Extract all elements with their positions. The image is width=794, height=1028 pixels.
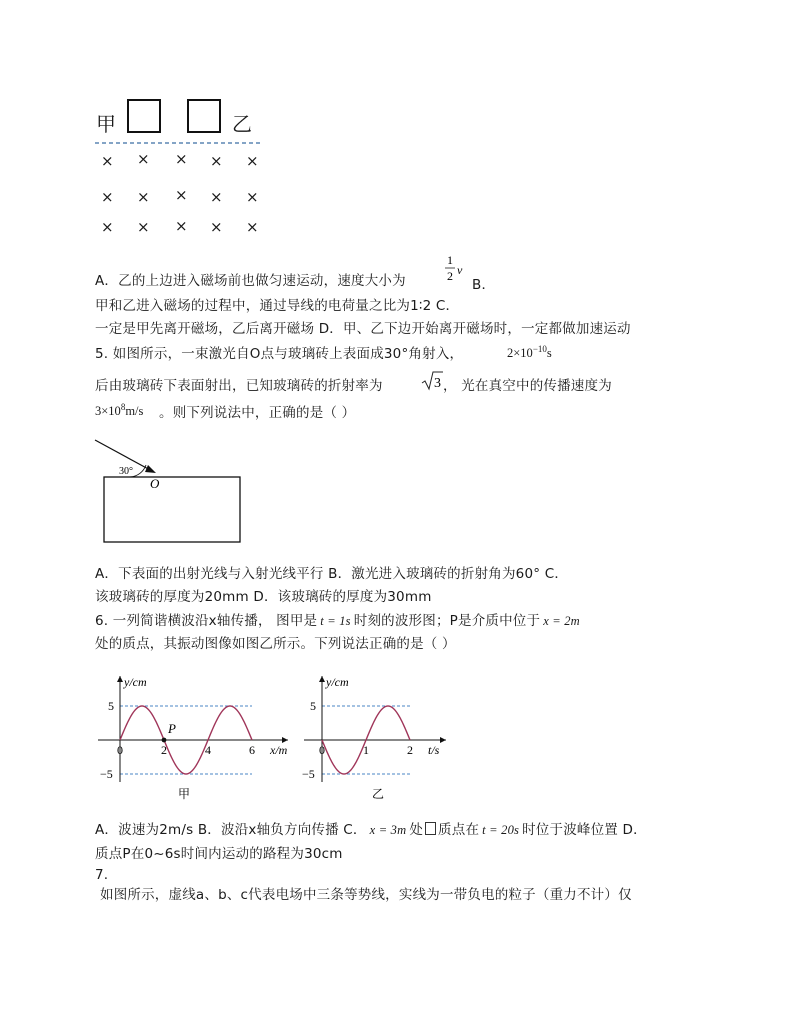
q4-option-b-label: B．: [472, 277, 496, 293]
label-yi: 乙: [232, 112, 252, 136]
x-mark: ×: [210, 218, 223, 236]
svg-text:2: 2: [447, 269, 453, 283]
sqrt-three: [420, 369, 444, 393]
q5-line2b: ， 光在真空中的传播速度为: [443, 378, 612, 394]
x-tick-label: 0: [319, 743, 325, 757]
y-axis-label: y/cm: [326, 675, 349, 689]
x-mark: ×: [175, 186, 188, 204]
glass-block-figure: [90, 435, 250, 545]
q5-options-line2: 该玻璃砖的厚度为20mm D．该玻璃砖的厚度为30mm: [95, 589, 432, 605]
svg-text:3: 3: [434, 376, 441, 391]
fraction-half-v: [440, 252, 470, 286]
coil-yi: [187, 99, 221, 133]
y-axis-label: y/cm: [124, 675, 147, 689]
x-axis-arrow: [440, 737, 446, 743]
q5-line2: 后由玻璃砖下表面射出，已知玻璃砖的折射率为: [95, 378, 383, 394]
svg-text:30°: 30°: [119, 466, 133, 477]
x-mark: ×: [101, 188, 114, 206]
field-boundary-line: [95, 140, 265, 146]
wave-chart-jia: [92, 670, 292, 805]
x-mark: ×: [101, 218, 114, 236]
q6-options-line2: 质点P在0~6s时间内运动的路程为30cm: [95, 846, 343, 862]
q7-line1: 如图所示，虚线a、b、c代表电场中三条等势线，实线为一带负电的粒子（重力不计）仅: [100, 887, 632, 903]
q6-line2: 处的质点，其振动图像如图乙所示。下列说法正确的是（ ）: [95, 636, 456, 652]
vibration-chart-yi: [300, 670, 460, 805]
q5-line1: 5. 如图所示，一束激光自O点与玻璃砖上表面成30°角射入，: [95, 346, 464, 362]
x-tick-label: 2: [407, 743, 413, 757]
y-tick-label-bottom: −5: [100, 767, 113, 781]
x-mark: ×: [137, 218, 150, 236]
q5-options-line1: A．下表面的出射光线与入射光线平行 B．激光进入玻璃砖的折射角为60° C．: [95, 566, 569, 582]
missing-glyph-box: [425, 822, 436, 835]
q7-number: 7.: [95, 867, 109, 883]
x-mark: ×: [175, 217, 188, 235]
x-mark: ×: [246, 218, 259, 236]
svg-text:O: O: [150, 476, 160, 491]
x-mark: ×: [175, 150, 188, 168]
q4-option-line1: A．乙的上边进入磁场前也做匀速运动，速度大小为: [95, 273, 406, 289]
q4-option-line3: 一定是甲先离开磁场，乙后离开磁场 D．甲、乙下边开始离开磁场时，一定都做加速运动: [95, 321, 631, 337]
x-mark: ×: [246, 188, 259, 206]
x-tick-label: 0: [117, 743, 123, 757]
x-tick-label: 1: [363, 743, 369, 757]
q4-option-line2: 甲和乙进入磁场的过程中，通过导线的电荷量之比为1∶2 C．: [95, 298, 460, 314]
y-tick-label-top: 5: [108, 699, 114, 713]
x-mark: ×: [137, 188, 150, 206]
q5-time-value: $2\times 10^{-10}s$: [507, 344, 552, 361]
chart-title: 乙: [372, 787, 385, 801]
x-mark: ×: [246, 152, 259, 170]
svg-text:1: 1: [447, 253, 453, 267]
q5-line3: 。则下列说法中，正确的是（ ）: [159, 405, 356, 421]
x-mark: ×: [210, 152, 223, 170]
x-tick-label: 4: [205, 743, 211, 757]
x-mark: ×: [137, 150, 150, 168]
chart-title: 甲: [178, 787, 191, 801]
svg-text:v: v: [457, 263, 463, 277]
x-axis-label: x/m: [270, 743, 288, 757]
point-p-label: P: [168, 721, 176, 736]
q6-line1: 6. 一列简谐横波沿x轴传播， 图甲是 t = 1s 时刻的波形图；P是介质中位于 x = 2m: [95, 613, 580, 629]
y-tick-label-top: 5: [310, 699, 316, 713]
label-jia: 甲: [96, 112, 116, 136]
x-mark: ×: [210, 188, 223, 206]
y-tick-label-bottom: −5: [302, 767, 315, 781]
q5-speed-value: $3\times 10^8m/s$: [95, 402, 144, 419]
coil-jia: [127, 99, 161, 133]
x-tick-label: 2: [161, 743, 167, 757]
x-tick-label: 6: [249, 743, 255, 757]
x-axis-label: t/s: [428, 743, 440, 757]
y-axis-arrow: [117, 676, 123, 682]
x-mark: ×: [101, 152, 114, 170]
point-p: [162, 738, 167, 743]
y-axis-arrow: [319, 676, 325, 682]
q6-options-line1: A．波速为2m/s B．波沿x轴负方向传播 C． x = 3m 处 质点在 t = 20s 时位于波峰位置 D．: [95, 822, 647, 838]
